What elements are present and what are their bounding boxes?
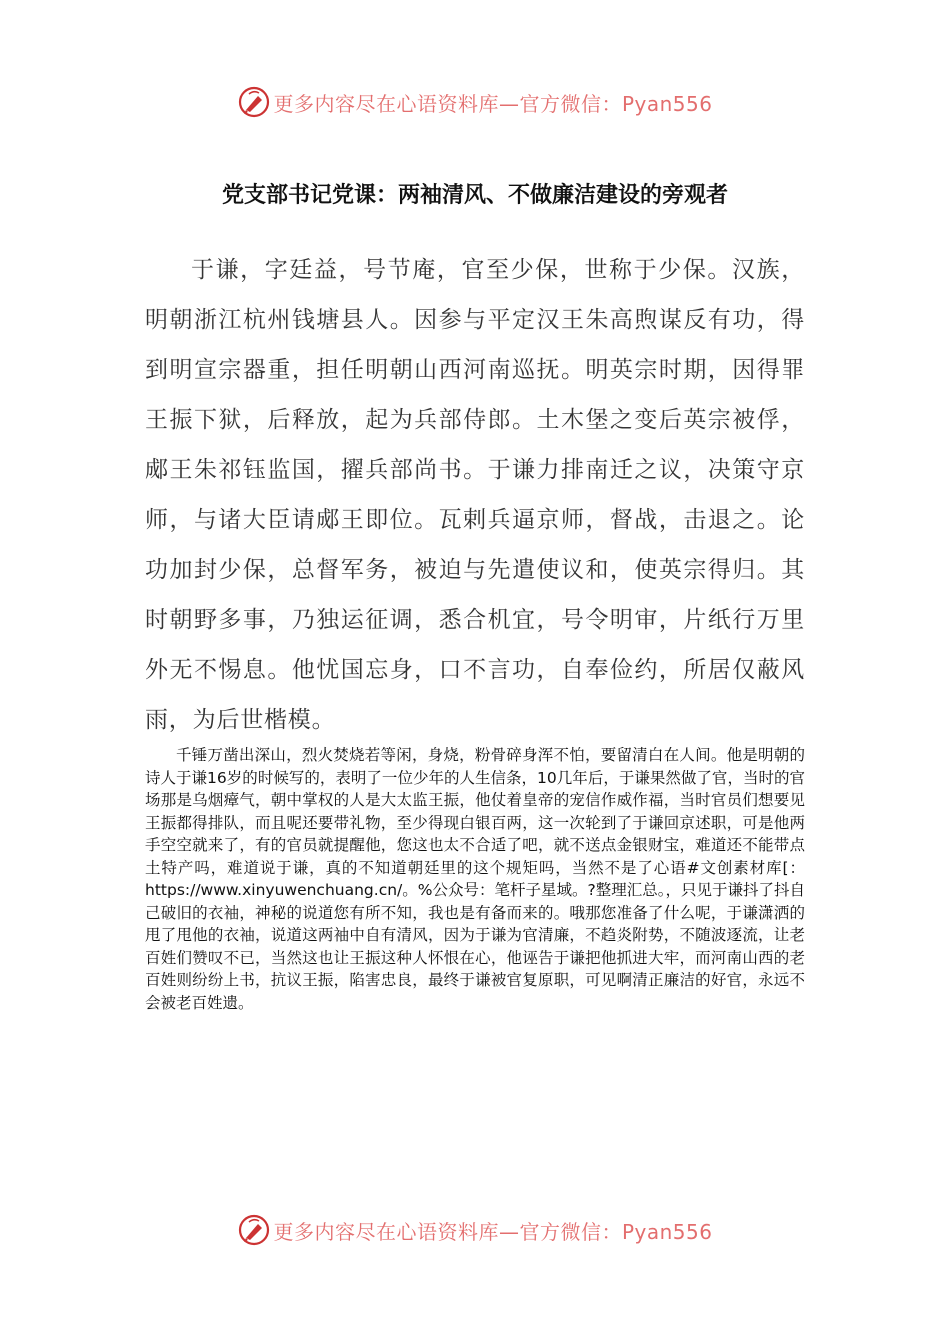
story-paragraph: 千锤万凿出深山，烈火焚烧若等闲，身烧，粉骨碎身浑不怕，要留清白在人间。他是明朝的诗人于谦16岁的时候写的，表明了一位少年的人生信条，10几年后，于谦果然做了官，当时的官场那是乌烟瘴气，朝中掌权的人是大太监王振，他仗着皇帝的宠信作威作福，当时官员们想要见王振都得排队，而且呢还要带礼物，至少得现白银百两，这一次轮到了于谦回京述职，可是他两手空空就来了，有的官员就提醒他，您这也太不合适了吧，就不送点金银财宝，难道还不能带点土特产吗，难道说于谦，真的不知道朝廷里的这个规矩吗，当然不是了心语#文创素材库[：https://www.xinyuwenchuang.cn/。%公众号：笔杆子星域。?整理汇总。，只见于谦抖了抖自己破旧的衣袖，神秘的说道您有所不知，我也是有备而来的。哦那您准备了什么呢，于谦潇洒的甩了甩他的衣袖，说道这两袖中自有清风，因为于谦为官清廉，不趋炎附势，不随波逐流，让老百姓们赞叹不已，当然这也让王振这种人怀恨在心，他诬告于谦把他抓进大牢，而河南山西的老百姓则纷纷上书，抗议王振，陷害忠良，最终于谦被官复原职，可见啊清正廉洁的好官，永远不会被老百姓遗。 (145, 746, 805, 1012)
watermark-text: 更多内容尽在心语资料库—官方微信：Pyan556 (273, 91, 713, 116)
document-title: 党支部书记党课：两袖清风、不做廉洁建设的旁观者 (221, 182, 728, 208)
pen-nib-icon (237, 1213, 271, 1247)
watermark-text: 更多内容尽在心语资料库—官方微信：Pyan556 (273, 1219, 713, 1244)
header-watermark (0, 82, 950, 122)
intro-paragraph: 于谦，字廷益，号节庵，官至少保，世称于少保。汉族，明朝浙江杭州钱塘县人。因参与平定汉王朱高煦谋反有功，得到明宣宗器重，担任明朝山西河南巡抚。明英宗时期，因得罪王振下狱，后释放，起为兵部侍郎。土木堡之变后英宗被俘，郕王朱祁钰监国，擢兵部尚书。于谦力排南迁之议，决策守京师，与诸大臣请郕王即位。瓦剌兵逼京师，督战，击退之。论功加封少保，总督军务，被迫与先遣使议和，使英宗得归。其时朝野多事，乃独运征调，悉合机宜，号令明审，片纸行万里外无不惕息。他忧国忘身，口不言功，自奉俭约，所居仅蔽风雨，为后世楷模。 (145, 257, 805, 733)
footer-watermark (0, 1210, 950, 1250)
pen-nib-icon (237, 85, 271, 119)
